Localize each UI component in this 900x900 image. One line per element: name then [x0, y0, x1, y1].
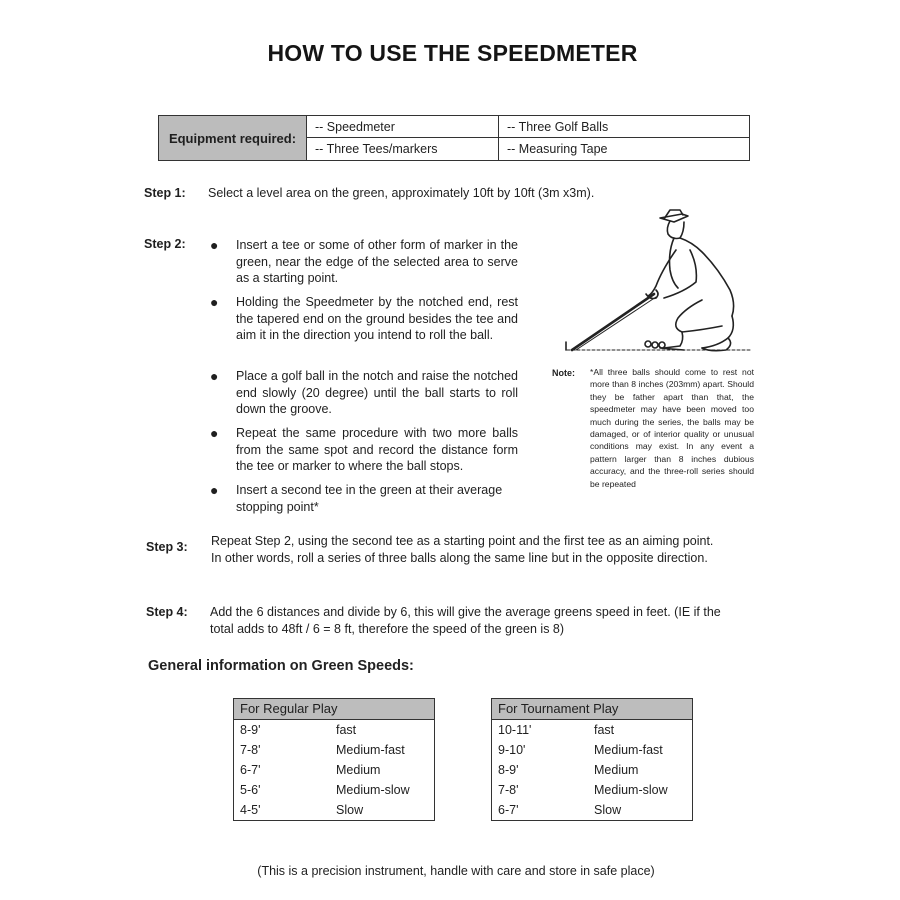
speed-desc: Slow: [594, 803, 622, 817]
speed-range: 6-7': [498, 803, 519, 817]
step-2-bullet: [210, 482, 526, 515]
bullet-text: Insert a second tee in the green at their average stopping point*: [236, 483, 503, 514]
table-row: [492, 740, 692, 760]
speed-range: 10-11': [498, 723, 532, 737]
bullet-dot: ●: [210, 368, 219, 384]
bullet-dot: ●: [210, 425, 219, 441]
bullet-dot: ●: [210, 237, 219, 253]
step-2-bullet: [210, 425, 518, 475]
bullet-dot: ●: [210, 482, 219, 498]
table-row: [492, 800, 692, 820]
speed-range: 7-8': [498, 783, 519, 797]
note-label: Note:: [552, 368, 575, 378]
table-row: [492, 720, 692, 740]
bullet-text: Insert a tee or some of other form of marker in the green, near the edge of the selected area to serve as a starting point.: [236, 238, 518, 285]
table-row: [492, 760, 692, 780]
page-title: HOW TO USE THE SPEEDMETER: [267, 40, 638, 66]
table-row: [234, 720, 434, 740]
bullet-text: Holding the Speedmeter by the notched end, rest the tapered end on the ground besides the tee and aim it in the direction you intend to roll the ball.: [236, 295, 518, 342]
step-1-text: Select a level area on the green, approximately 10ft by 10ft (3m x3m).: [208, 186, 595, 200]
table-row: [234, 760, 434, 780]
bullet-text: Place a golf ball in the notch and raise the notched end slowly (20 degree) until the ball starts to roll down the groove.: [236, 369, 518, 416]
speed-range: 7-8': [240, 743, 261, 757]
step-4-label: Step 4:: [146, 605, 188, 619]
equipment-item: -- Measuring Tape: [507, 142, 608, 156]
step-2-label: Step 2:: [144, 237, 186, 251]
speed-range: 4-5': [240, 803, 261, 817]
speed-desc: Medium-slow: [336, 783, 410, 797]
tournament-play-table: [491, 698, 693, 821]
step-3-label: Step 3:: [146, 540, 188, 554]
speed-desc: fast: [336, 723, 357, 737]
equipment-table: [158, 115, 750, 161]
regular-play-table: [233, 698, 435, 821]
speed-range: 5-6': [240, 783, 261, 797]
step-3-text: Repeat Step 2, using the second tee as a starting point and the first tee as an aiming point. In other words, roll a series of three balls along the same line but in the opposite direction.: [211, 534, 714, 565]
step-2-bullet: [210, 237, 518, 287]
bullet-text: Repeat the same procedure with two more balls from the same spot and record the distance form the tee or marker to where the ball stops.: [236, 426, 518, 473]
section-heading: General information on Green Speeds:: [148, 658, 414, 674]
table-row: [234, 740, 434, 760]
step-2-bullet: [210, 368, 518, 418]
golfer-speedmeter-illustration: [552, 204, 757, 356]
table-header: For Tournament Play: [492, 699, 692, 720]
table-row: [234, 800, 434, 820]
speed-desc: Medium-fast: [594, 743, 663, 757]
table-row: [234, 780, 434, 800]
note-text: *All three balls should come to rest not more than 8 inches (203mm) apart. Should they be father apart than that, the speedmeter may have been moved too much during the series, the balls may be damaged, or of interior quality or unusual conditions may exist. In any event a pattern larger than 8 inches dubious accuracy, and the three-roll series should be repeated: [590, 367, 754, 489]
speed-range: 8-9': [240, 723, 261, 737]
speed-range: 9-10': [498, 743, 526, 757]
speed-desc: Medium: [594, 763, 639, 777]
step-2-bullet: [210, 294, 518, 344]
step-1-label: Step 1:: [144, 186, 186, 200]
speed-range: 6-7': [240, 763, 261, 777]
speed-desc: Medium-slow: [594, 783, 668, 797]
speed-range: 8-9': [498, 763, 519, 777]
speed-desc: Medium-fast: [336, 743, 405, 757]
footer-note: (This is a precision instrument, handle with care and store in safe place): [257, 864, 655, 878]
speed-desc: fast: [594, 723, 615, 737]
equipment-item: -- Three Tees/markers: [307, 138, 499, 160]
speed-desc: Medium: [336, 763, 381, 777]
step-4-text: Add the 6 distances and divide by 6, this will give the average greens speed in feet. (IE if the total adds to 48ft / 6 = 8 ft, therefore the speed of the green is 8): [210, 605, 721, 636]
table-header: For Regular Play: [234, 699, 434, 720]
equipment-item: -- Three Golf Balls: [499, 116, 749, 138]
table-row: [492, 780, 692, 800]
bullet-dot: ●: [210, 294, 219, 310]
equipment-item: -- Speedmeter: [307, 116, 499, 138]
equipment-label: Equipment required:: [159, 116, 307, 160]
speed-desc: Slow: [336, 803, 364, 817]
